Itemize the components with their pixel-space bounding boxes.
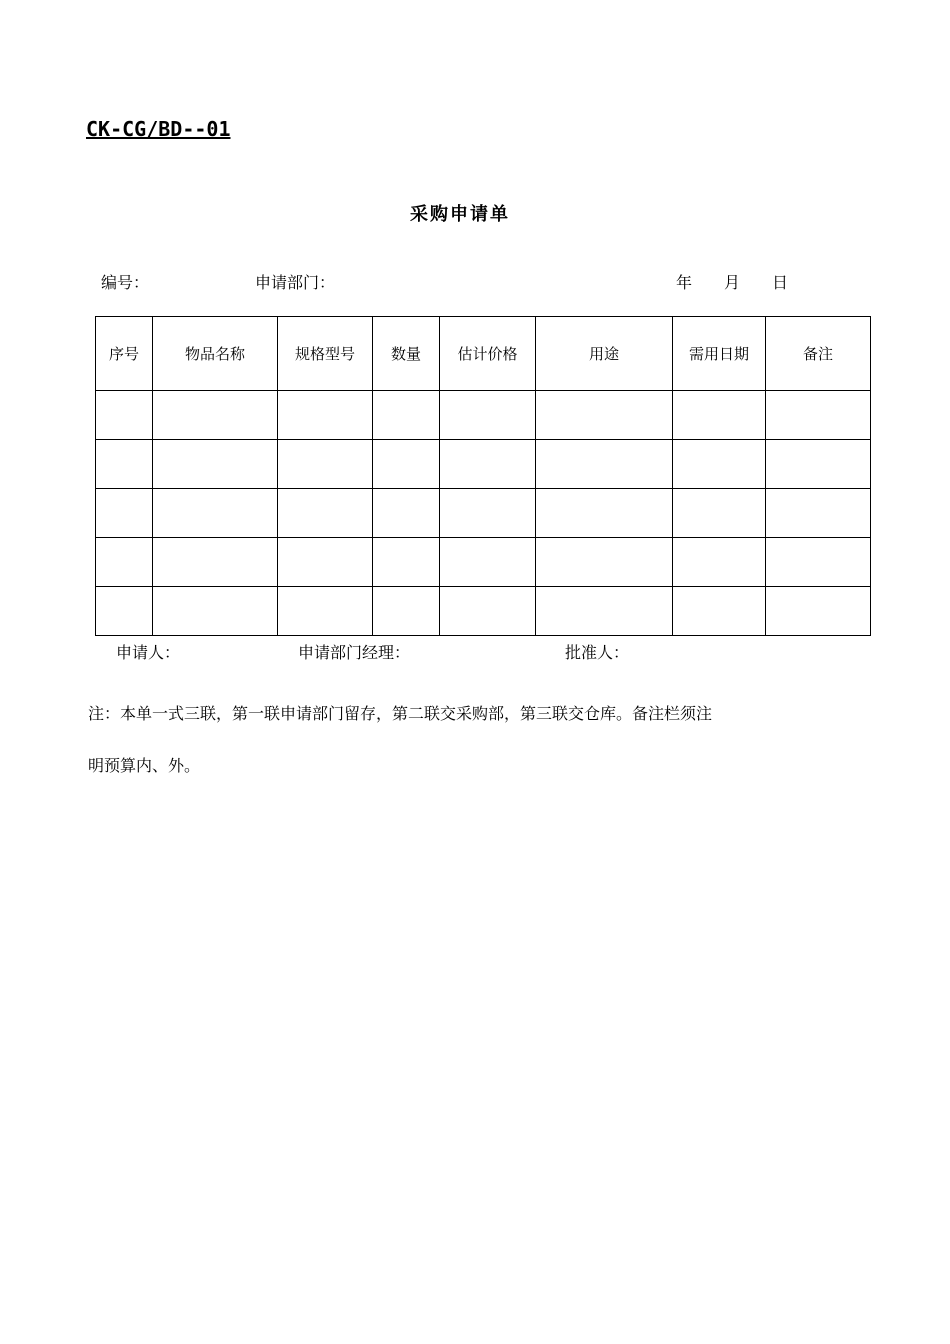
table-cell[interactable] — [440, 489, 536, 538]
table-row — [96, 489, 871, 538]
table-cell[interactable] — [153, 538, 278, 587]
table-cell[interactable] — [766, 538, 871, 587]
table-cell[interactable] — [440, 538, 536, 587]
table-cell[interactable] — [373, 587, 440, 636]
table-cell[interactable] — [96, 391, 153, 440]
table-cell[interactable] — [278, 391, 373, 440]
table-cell[interactable] — [96, 587, 153, 636]
table-cell[interactable] — [373, 489, 440, 538]
dept-label: 申请部门： — [255, 273, 336, 292]
document-title: 采购申请单 — [410, 204, 510, 225]
table-row — [96, 391, 871, 440]
note — [88, 688, 858, 792]
table-cell[interactable] — [536, 587, 673, 636]
table-cell[interactable] — [536, 538, 673, 587]
table-header-row — [96, 317, 871, 391]
table-cell[interactable] — [153, 587, 278, 636]
table-cell[interactable] — [766, 587, 871, 636]
table-cell[interactable] — [278, 538, 373, 587]
table-cell[interactable] — [673, 538, 766, 587]
header-item-name: 物品名称 — [153, 317, 278, 391]
table-cell[interactable] — [766, 391, 871, 440]
header-serial: 序号 — [96, 317, 153, 391]
header-needed-date: 需用日期 — [673, 317, 766, 391]
request-table — [95, 316, 871, 636]
header-spec-model: 规格型号 — [278, 317, 373, 391]
table-cell[interactable] — [153, 440, 278, 489]
table-cell[interactable] — [673, 440, 766, 489]
dept-manager-label: 申请部门经理： — [298, 643, 411, 662]
table-cell[interactable] — [278, 587, 373, 636]
table-cell[interactable] — [536, 391, 673, 440]
document-code: CK-CG/BD--01 — [86, 117, 231, 141]
year-label: 年 — [676, 273, 693, 292]
header-remarks: 备注 — [766, 317, 871, 391]
day-label: 日 — [772, 273, 789, 292]
table-cell[interactable] — [373, 391, 440, 440]
table-cell[interactable] — [536, 440, 673, 489]
header-estimated-price: 估计价格 — [440, 317, 536, 391]
table-cell[interactable] — [440, 391, 536, 440]
applicant-label: 申请人： — [116, 643, 181, 662]
number-label: 编号： — [101, 273, 150, 292]
table-cell[interactable] — [153, 391, 278, 440]
approver-label: 批准人： — [565, 643, 630, 662]
table-cell[interactable] — [373, 440, 440, 489]
table-cell[interactable] — [673, 391, 766, 440]
table-cell[interactable] — [153, 489, 278, 538]
table-cell[interactable] — [766, 440, 871, 489]
month-label: 月 — [724, 273, 741, 292]
note-line-2: 明预算内、外。 — [88, 756, 201, 775]
table-cell[interactable] — [96, 538, 153, 587]
table-cell[interactable] — [766, 489, 871, 538]
table-row — [96, 538, 871, 587]
header-quantity: 数量 — [373, 317, 440, 391]
table-cell[interactable] — [278, 440, 373, 489]
note-line-1: 注：本单一式三联，第一联申请部门留存，第二联交采购部，第三联交仓库。备注栏须注 — [88, 704, 713, 723]
table-cell[interactable] — [278, 489, 373, 538]
table-cell[interactable] — [440, 440, 536, 489]
table-cell[interactable] — [96, 440, 153, 489]
table-row — [96, 587, 871, 636]
table-cell[interactable] — [673, 489, 766, 538]
table-cell[interactable] — [373, 538, 440, 587]
header-purpose: 用途 — [536, 317, 673, 391]
table-cell[interactable] — [536, 489, 673, 538]
table-cell[interactable] — [440, 587, 536, 636]
table-cell[interactable] — [673, 587, 766, 636]
table-row — [96, 440, 871, 489]
table-cell[interactable] — [96, 489, 153, 538]
